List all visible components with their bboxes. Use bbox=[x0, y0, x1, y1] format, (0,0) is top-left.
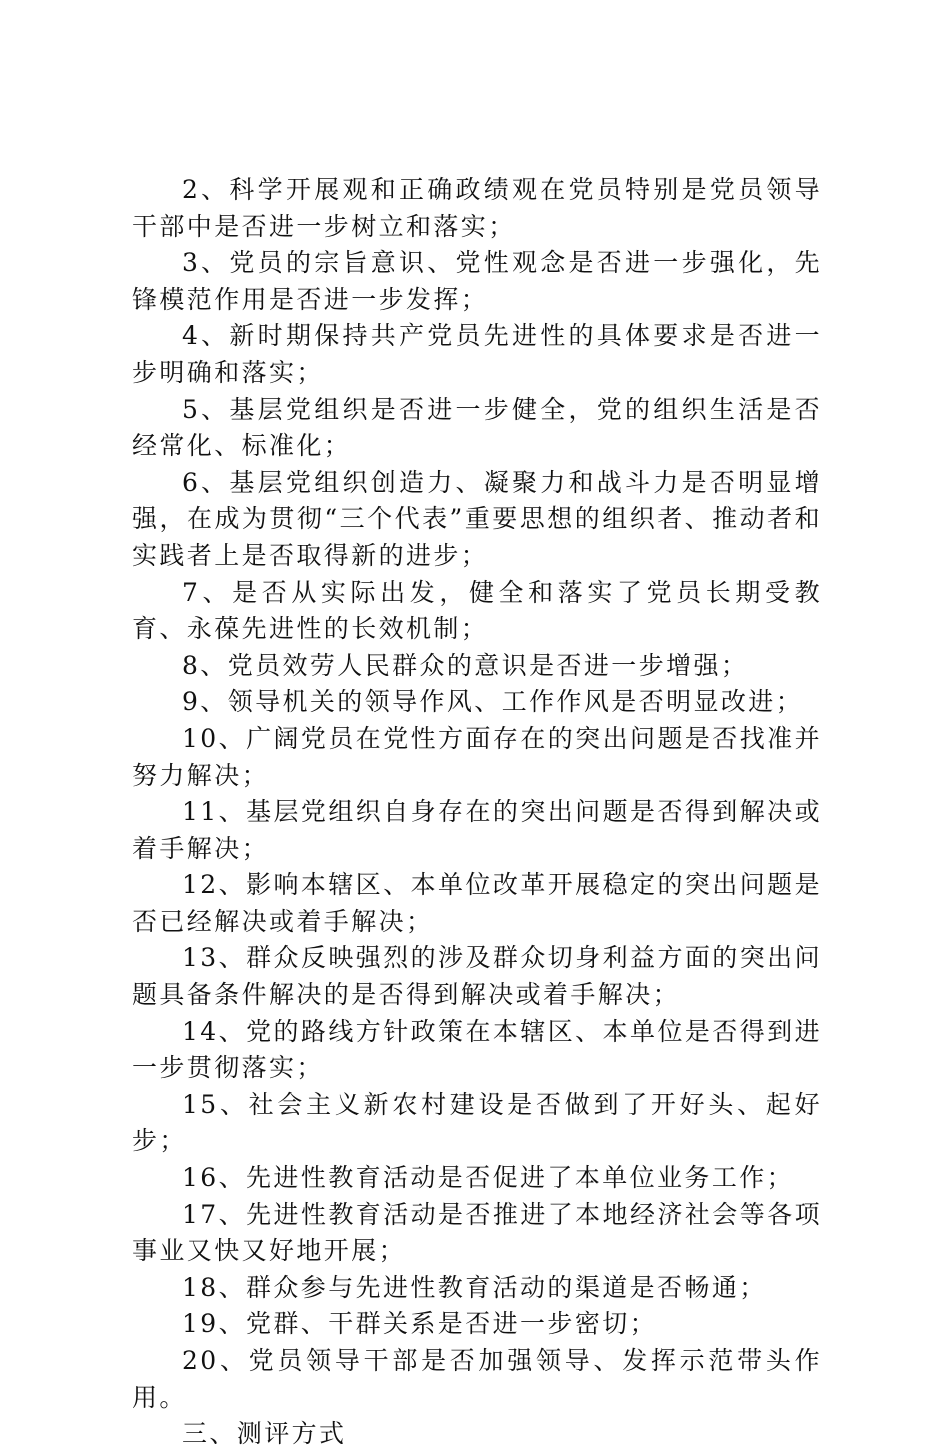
paragraph-item-13: 13、群众反映强烈的涉及群众切身利益方面的突出问题具备条件解决的是否得到解决或着手解决； bbox=[132, 943, 822, 1010]
paragraph-item-4: 4、新时期保持共产党员先进性的具体要求是否进一步明确和落实； bbox=[132, 321, 822, 387]
paragraph-item-18: 18、群众参与先进性教育活动的渠道是否畅通； bbox=[182, 1272, 767, 1302]
paragraph-item-17: 17、先进性教育活动是否推进了本地经济社会等各项事业又快又好地开展； bbox=[132, 1199, 822, 1266]
paragraph-item-12: 12、影响本辖区、本单位改革开展稳定的突出问题是否已经解决或着手解决； bbox=[132, 870, 822, 936]
paragraph-item-6: 6、基层党组织创造力、凝聚力和战斗力是否明显增强，在成为贯彻“三个代表”重要思想的组织者、推动者和实践者上是否取得新的进步； bbox=[132, 467, 822, 570]
paragraph-item-15: 15、社会主义新农村建设是否做到了开好头、起好步； bbox=[132, 1089, 822, 1156]
paragraph-item-3: 3、党员的宗旨意识、党性观念是否进一步强化，先锋模范作用是否进一步发挥； bbox=[132, 248, 822, 314]
paragraph-item-11: 11、基层党组织自身存在的突出问题是否得到解决或着手解决； bbox=[132, 797, 822, 863]
paragraph-item-9: 9、领导机关的领导作风、工作作风是否明显改进； bbox=[182, 687, 804, 717]
paragraph-item-14: 14、党的路线方针政策在本辖区、本单位是否得到进一步贯彻落实； bbox=[132, 1016, 822, 1083]
paragraph-item-8: 8、党员效劳人民群众的意识是否进一步增强； bbox=[182, 650, 749, 680]
paragraph-item-16: 16、先进性教育活动是否促进了本单位业务工作； bbox=[182, 1163, 795, 1193]
paragraph-item-10: 10、广阔党员在党性方面存在的突出问题是否找准并努力解决； bbox=[132, 723, 822, 790]
paragraph-item-20: 20、党员领导干部是否加强领导、发挥示范带头作用。 bbox=[132, 1346, 822, 1412]
paragraph-item-5: 5、基层党组织是否进一步健全，党的组织生活是否经常化、标准化； bbox=[132, 394, 822, 461]
paragraph-item-7: 7、是否从实际出发，健全和落实了党员长期受教育、永葆先进性的长效机制； bbox=[132, 577, 822, 644]
paragraph-item-19: 19、党群、干群关系是否进一步密切； bbox=[182, 1309, 658, 1339]
paragraph-item-2: 2、科学开展观和正确政绩观在党员特别是党员领导干部中是否进一步树立和落实； bbox=[132, 175, 822, 241]
document-page bbox=[132, 172, 822, 1453]
section-heading-evaluation-method: 三、测评方式 bbox=[182, 1419, 347, 1449]
